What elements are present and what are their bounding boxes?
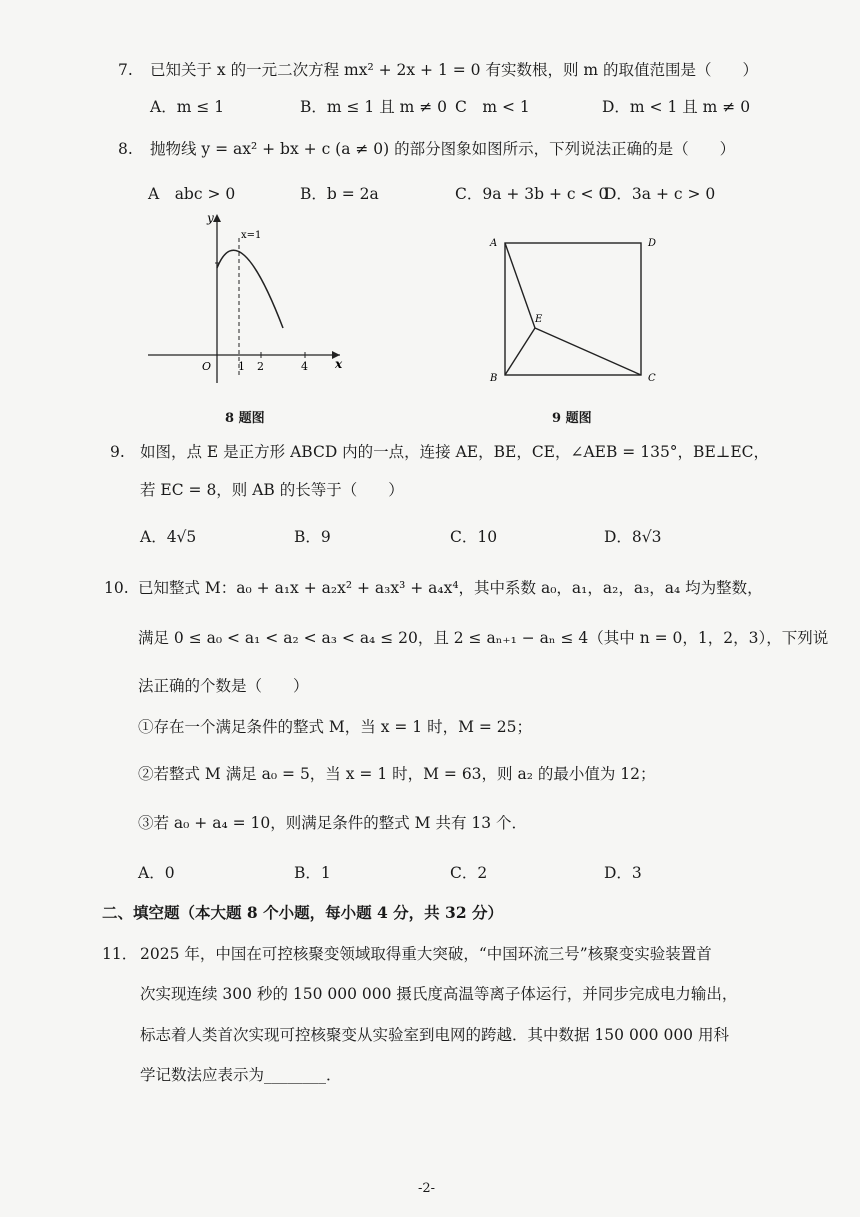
q7-stem: 已知关于 x 的一元二次方程 mx² + 2x + 1 = 0 有实数根，则 m 的取值范围是（ ） <box>150 61 759 79</box>
q8-option-b: B．b = 2a <box>300 185 379 203</box>
x-axis-label: x <box>335 357 343 371</box>
q7-number: 7. <box>118 61 133 79</box>
q8-number: 8. <box>118 140 133 158</box>
q11-number: 11． <box>102 945 138 963</box>
section-2-heading: 二、填空题（本大题 8 个小题，每小题 4 分，共 32 分） <box>102 903 504 922</box>
symmetry-label: x=1 <box>241 230 262 241</box>
page-number: -2- <box>418 1181 436 1196</box>
q9-option-a: A．4√5 <box>140 528 197 546</box>
segment-be <box>505 328 535 375</box>
segment-ce <box>535 328 641 375</box>
q11-stem-line1: 2025 年，中国在可控核聚变领域取得重大突破，“中国环流三号”核聚变实验装置首 <box>140 945 712 963</box>
q9-option-c: C．10 <box>450 528 498 546</box>
figure-8-parabola <box>140 208 360 388</box>
figure-8-caption: 8 题图 <box>225 411 265 426</box>
vertex-c-label: C <box>648 373 656 384</box>
q9-stem-line1: 如图，点 E 是正方形 ABCD 内的一点，连接 AE，BE，CE，∠AEB = 135°，BE⊥EC， <box>140 443 770 461</box>
q10-option-c: C．2 <box>450 864 488 882</box>
q9-stem-line2: 若 EC = 8，则 AB 的长等于（ ） <box>140 481 404 499</box>
segment-ae <box>505 243 535 328</box>
q9-number: 9. <box>110 443 125 461</box>
q10-option-b: B．1 <box>294 864 331 882</box>
q10-option-a: A．0 <box>138 864 175 882</box>
q10-statement-3: ③若 a₀ + a₄ = 10，则满足条件的整式 M 共有 13 个． <box>138 814 528 832</box>
q8-option-d: D．3a + c > 0 <box>604 185 716 203</box>
q11-stem-line3: 标志着人类首次实现可控核聚变从实验室到电网的跨越．其中数据 150 000 000 用科 <box>140 1026 729 1044</box>
figure-9-square <box>480 228 670 388</box>
q10-option-d: D．3 <box>604 864 642 882</box>
y-axis-arrow <box>213 214 221 222</box>
q10-statement-2: ②若整式 M 满足 a₀ = 5，当 x = 1 时，M = 63，则 a₂ 的最小值为 12； <box>138 765 656 783</box>
point-e-label: E <box>535 314 543 325</box>
q7-option-b: B．m ≤ 1 且 m ≠ 0 <box>300 98 448 116</box>
q7-option-d: D．m < 1 且 m ≠ 0 <box>602 98 751 116</box>
q11-stem-line4: 学记数法应表示为________． <box>140 1066 342 1084</box>
q10-stem-line2: 满足 0 ≤ a₀ < a₁ < a₂ < a₃ < a₄ ≤ 20，且 2 ≤ aₙ₊₁ − aₙ ≤ 4（其中 n = 0，1，2，3），下列说 <box>138 629 829 647</box>
tick-label-1: 1 <box>238 360 245 373</box>
q10-number: 10. <box>104 579 129 597</box>
q11-stem-line2: 次实现连续 300 秒的 150 000 000 摄氏度高温等离子体运行，并同步完成电力输出， <box>140 985 738 1003</box>
tick-label-2: 2 <box>257 360 264 373</box>
vertex-a-label: A <box>490 238 498 249</box>
q10-stem-line1: 已知整式 M：a₀ + a₁x + a₂x² + a₃x³ + a₄x⁴，其中系数 a₀，a₁，a₂，a₃，a₄ 均为整数， <box>138 579 763 597</box>
square-abcd <box>505 243 641 375</box>
figure-9-caption: 9 题图 <box>552 411 592 426</box>
parabola-curve <box>217 250 283 328</box>
q8-stem: 抛物线 y = ax² + bx + c (a ≠ 0) 的部分图象如图所示，下列说法正确的是（ ） <box>150 140 736 158</box>
q10-statement-1: ①存在一个满足条件的整式 M，当 x = 1 时，M = 25； <box>138 718 533 736</box>
q10-stem-line3: 法正确的个数是（ ） <box>138 677 309 695</box>
vertex-b-label: B <box>490 373 498 384</box>
q8-option-c: C．9a + 3b + c < 0 <box>455 185 609 203</box>
y-axis-label: y <box>207 211 214 225</box>
q9-option-d: D．8√3 <box>604 528 662 546</box>
q8-option-a: A abc > 0 <box>148 185 236 203</box>
q9-option-b: B．9 <box>294 528 331 546</box>
tick-label-4: 4 <box>301 360 308 373</box>
q7-option-c: C m < 1 <box>455 98 530 116</box>
vertex-d-label: D <box>648 238 657 249</box>
origin-label: O <box>202 360 212 373</box>
q7-option-a: A．m ≤ 1 <box>150 98 225 116</box>
